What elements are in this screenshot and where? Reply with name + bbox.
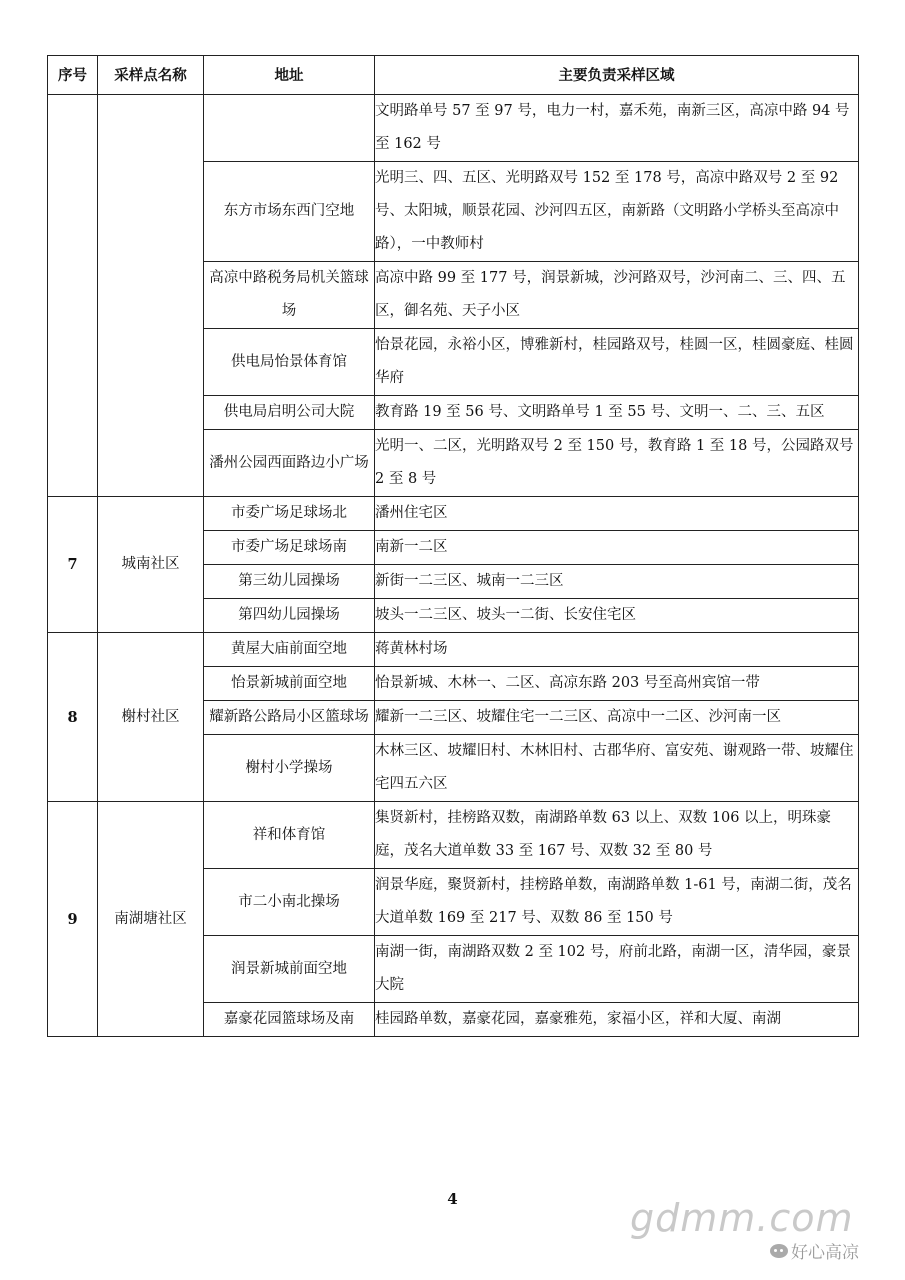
group-number: [48, 95, 98, 497]
site-address: 市委广场足球场北: [204, 497, 375, 531]
site-area: 教育路 19 至 56 号、文明路单号 1 至 55 号、文明一、二、三、五区: [375, 396, 859, 430]
site-address: 高凉中路税务局机关篮球场: [204, 262, 375, 329]
site-area: 桂园路单数，嘉豪花园，嘉豪雅苑，家福小区，祥和大厦、南湖: [375, 1003, 859, 1037]
site-area: 光明一、二区，光明路双号 2 至 150 号，教育路 1 至 18 号，公园路双号 2 至 8 号: [375, 430, 859, 497]
header-site-name: 采样点名称: [98, 56, 204, 95]
site-area: 耀新一二三区、坡耀住宅一二三区、高凉中一二区、沙河南一区: [375, 701, 859, 735]
watermark-site: gdmm.com: [630, 1196, 854, 1240]
site-area: 南湖一街，南湖路双数 2 至 102 号，府前北路，南湖一区，清华园，豪景大院: [375, 936, 859, 1003]
site-address: 第三幼儿园操场: [204, 565, 375, 599]
site-address: 第四幼儿园操场: [204, 599, 375, 633]
site-area: 木林三区、坡耀旧村、木林旧村、古郡华府、富安苑、谢观路一带、坡耀住宅四五六区: [375, 735, 859, 802]
site-address: 东方市场东西门空地: [204, 162, 375, 262]
site-address: 嘉豪花园篮球场及南: [204, 1003, 375, 1037]
site-area: 高凉中路 99 至 177 号，润景新城，沙河路双号，沙河南二、三、四、五区，御名苑、天子小区: [375, 262, 859, 329]
site-address: 耀新路公路局小区篮球场: [204, 701, 375, 735]
site-area: 坡头一二三区、坡头一二街、长安住宅区: [375, 599, 859, 633]
site-address: 供电局怡景体育馆: [204, 329, 375, 396]
table-row: [48, 633, 859, 667]
site-area: 潘州住宅区: [375, 497, 859, 531]
header-seq: 序号: [48, 56, 98, 95]
group-number: 8: [48, 633, 98, 802]
site-address: 榭村小学操场: [204, 735, 375, 802]
table-header-row: [48, 56, 859, 95]
site-area: 集贤新村，挂榜路双数，南湖路单数 63 以上、双数 106 以上，明珠豪庭，茂名大道单数 33 至 167 号、双数 32 至 80 号: [375, 802, 859, 869]
site-area: 文明路单号 57 至 97 号，电力一村，嘉禾苑，南新三区，高凉中路 94 号至 162 号: [375, 95, 859, 162]
watermark-account-name: 好心高凉: [791, 1243, 859, 1263]
site-area: 光明三、四、五区、光明路双号 152 至 178 号，高凉中路双号 2 至 92 号、太阳城，顺景花园、沙河四五区，南新路（文明路小学桥头至高凉中路），一中教师村: [375, 162, 859, 262]
site-area: 新街一二三区、城南一二三区: [375, 565, 859, 599]
site-area: 怡景花园，永裕小区，博雅新村，桂园路双号，桂圆一区，桂圆豪庭、桂圆华府: [375, 329, 859, 396]
site-address: 祥和体育馆: [204, 802, 375, 869]
watermark-account: [770, 1238, 859, 1263]
site-address: 供电局启明公司大院: [204, 396, 375, 430]
site-area: 蒋黄林村场: [375, 633, 859, 667]
group-name: 南湖塘社区: [98, 802, 204, 1037]
site-address: 润景新城前面空地: [204, 936, 375, 1003]
site-area: 润景华庭，聚贤新村，挂榜路单数，南湖路单数 1-61 号，南湖二街，茂名大道单数 169 至 217 号、双数 86 至 150 号: [375, 869, 859, 936]
group-name: 城南社区: [98, 497, 204, 633]
table-row: [48, 95, 859, 162]
site-address: 怡景新城前面空地: [204, 667, 375, 701]
header-area: 主要负责采样区域: [375, 56, 859, 95]
group-name: [98, 95, 204, 497]
page-number: 4: [447, 1190, 458, 1208]
site-address: 市二小南北操场: [204, 869, 375, 936]
group-number: 9: [48, 802, 98, 1037]
table-row: [48, 802, 859, 869]
table-row: [48, 497, 859, 531]
group-name: 榭村社区: [98, 633, 204, 802]
site-area: 南新一二区: [375, 531, 859, 565]
sampling-table: [47, 55, 859, 1037]
site-address: 黄屋大庙前面空地: [204, 633, 375, 667]
site-address: [204, 95, 375, 162]
group-number: 7: [48, 497, 98, 633]
site-address: 潘州公园西面路边小广场: [204, 430, 375, 497]
site-area: 怡景新城、木林一、二区、高凉东路 203 号至高州宾馆一带: [375, 667, 859, 701]
header-address: 地址: [204, 56, 375, 95]
wechat-icon: [770, 1244, 788, 1258]
site-address: 市委广场足球场南: [204, 531, 375, 565]
